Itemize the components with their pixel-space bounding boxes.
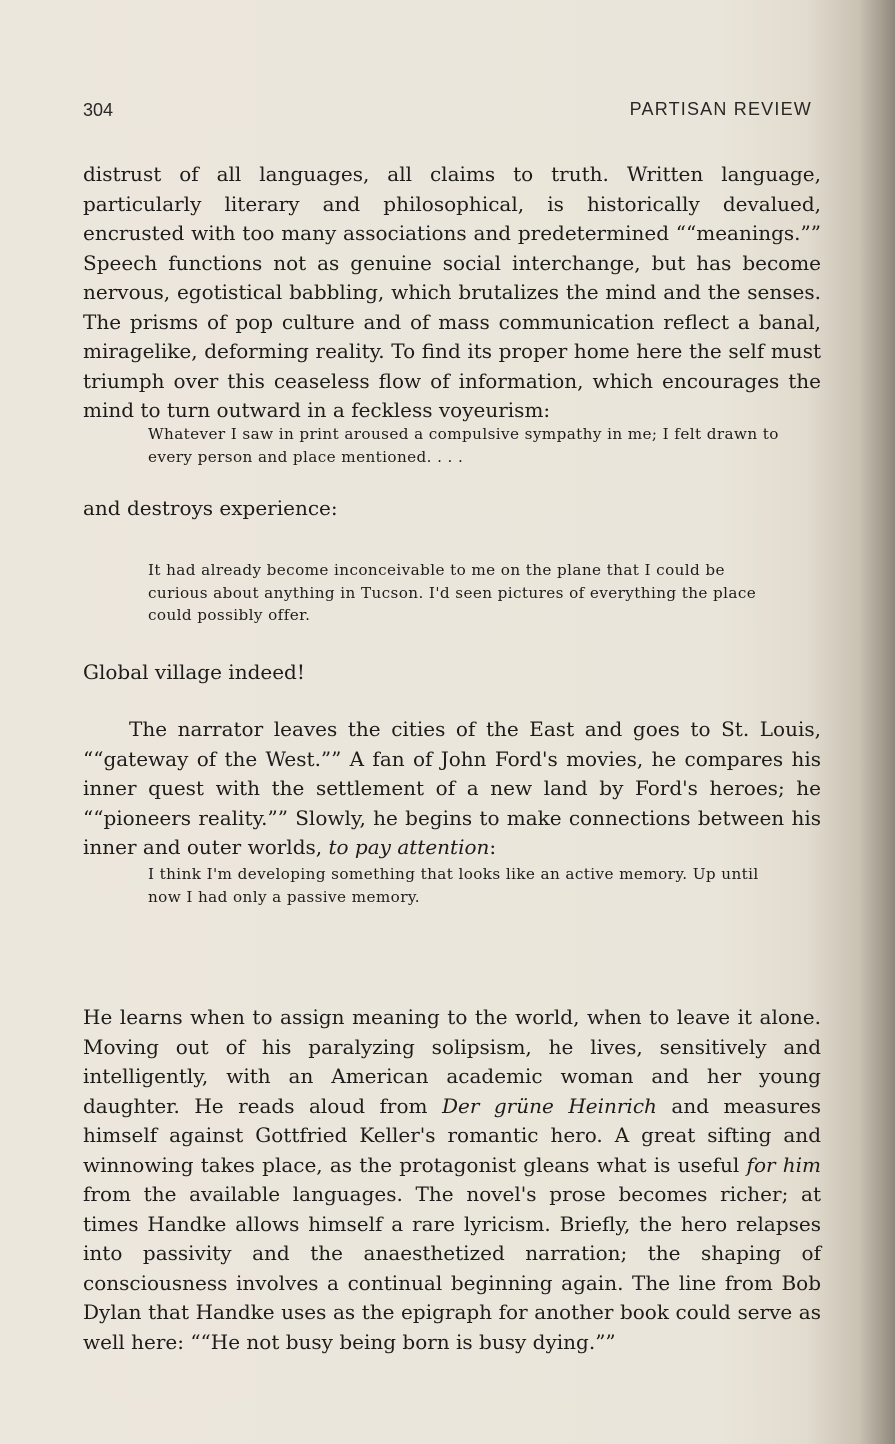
paragraph-5-emphasis: for him: [746, 1152, 822, 1177]
block-quote-1: Whatever I saw in print aroused a compulsive sympathy in me; I felt drawn to every person and place mentioned. . . .: [148, 425, 779, 466]
paragraph-4-text: The narrator leaves the cities of the East and goes to St. Louis, ““gateway of the West.”” A fan of John Ford's movies, he compares his inner quest with the settlement of a new land by Ford's heroes; he ““pioneers reality.”” Slowly, he begins to make connections between his inner and outer worlds,: [83, 717, 821, 859]
paragraph-5-text-a: He learns when to assign meaning to the world, when to leave it alone. Moving out of his paralyzing solipsism, he lives, sensitively and intelligently, with an American academic woman and her young daughter. He reads aloud from: [83, 1005, 821, 1118]
paragraph-4-end: :: [489, 835, 497, 859]
paragraph-1: distrust of all languages, all claims to truth. Written language, particularly literary and philosophical, is historically devalued, encrusted with too many associations and predetermined ““meanings.”” Speech functions not as genuine social interchange, but has become nervous, egotistical babbling, which brutalizes the mind and the senses. The prisms of pop culture and of mass communication reflect a banal, miragelike, deforming reality. To find its proper home here the self must triumph over this ceaseless flow of information, which encourages the mind to turn outward in a feckless voyeurism:: [83, 162, 821, 422]
paragraph-3: Global village indeed!: [83, 660, 305, 684]
running-head: PARTISAN REVIEW: [629, 99, 812, 119]
page-number: 304: [83, 100, 114, 120]
paragraph-5-text-c: from the available languages. The novel's prose becomes richer; at times Handke allows himself a rare lyricism. Briefly, the hero relapses into passivity and the anaesthetized narration; the shaping of consciousness involves a continual beginning again. The line from Bob Dylan that Handke uses as the epigraph for another book could serve as well here: ““He not busy being born is busy dying.””: [83, 1182, 821, 1354]
block-quote-2: It had already become inconceivable to me on the plane that I could be curious about anything in Tucson. I'd seen pictures of everything the place could possibly offer.: [148, 561, 757, 624]
paragraph-5-title: Der grüne Heinrich: [441, 1093, 657, 1118]
paragraph-5-text-b: and measures himself against Gottfried Keller's romantic hero. A great sifting and winnowing takes place, as the protagonist gleans what is useful: [83, 1093, 822, 1177]
block-quote-3: I think I'm developing something that looks like an active memory. Up until now I had only a passive memory.: [148, 865, 759, 906]
paragraph-4-emphasis: to pay attention: [328, 835, 490, 859]
paragraph-2: and destroys experience:: [83, 496, 338, 520]
paragraph-5: [83, 1003, 821, 1357]
paragraph-4: [83, 715, 821, 863]
